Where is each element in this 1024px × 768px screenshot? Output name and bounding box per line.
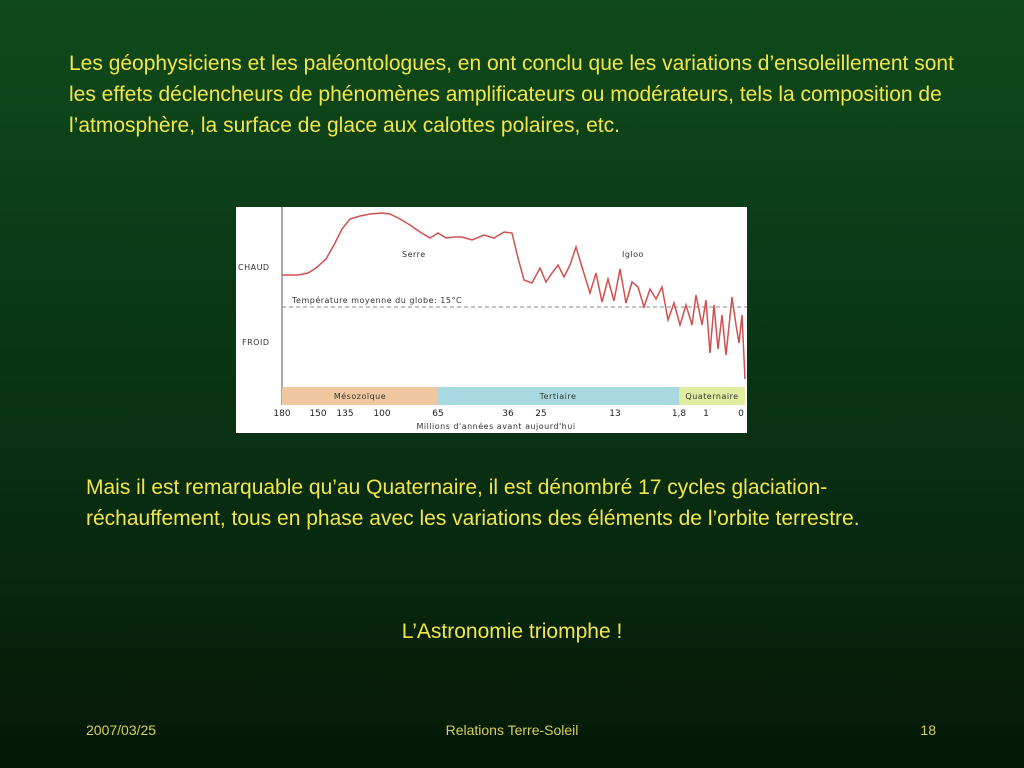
period-quaternary-label: Quaternaire xyxy=(685,392,739,401)
intro-paragraph: Les géophysiciens et les paléontologues, en ont conclu que les variations d’ensoleillement sont les effets déclencheurs de phénomènes amplificateurs ou modérateurs, tels la composition de l’atmosphère, la surface de glace aux calottes polaires, etc. xyxy=(69,52,954,137)
x-tick-label: 13 xyxy=(609,409,621,419)
x-tick-label: 135 xyxy=(336,409,354,419)
chart-svg xyxy=(236,207,747,433)
footer-date: 2007/03/25 xyxy=(86,722,157,738)
period-mesozoic-label: Mésozoïque xyxy=(333,392,387,401)
hot-label: CHAUD xyxy=(238,263,270,272)
footer-title: Relations Terre-Soleil xyxy=(445,722,579,738)
x-tick-label: 65 xyxy=(432,409,444,419)
reference-label: Température moyenne du globe: 15°C xyxy=(292,296,463,305)
footer-page-number: 18 xyxy=(920,722,936,738)
cold-label: FROID xyxy=(242,338,270,347)
x-tick-label: 150 xyxy=(309,409,327,419)
conclusion-text: L’Astronomie triomphe ! xyxy=(401,620,623,643)
x-tick-label: 25 xyxy=(535,409,547,419)
x-axis-title: Millions d'années avant aujourd'hui xyxy=(416,422,576,431)
temperature-history-chart xyxy=(236,207,747,433)
x-tick-label: 180 xyxy=(273,409,291,419)
x-tick-label: 100 xyxy=(373,409,391,419)
period-tertiary-label: Tertiaire xyxy=(539,392,577,401)
quaternary-paragraph: Mais il est remarquable qu’au Quaternaire, il est dénombré 17 cycles glaciation-réchauffement, tous en phase avec les variations des éléments de l’orbite terrestre. xyxy=(86,476,860,530)
x-tick-label: 1,8 xyxy=(671,409,687,419)
greenhouse-label: Serre xyxy=(402,250,426,259)
x-tick-label: 0 xyxy=(738,409,744,419)
x-tick-label: 1 xyxy=(703,409,709,419)
icehouse-label: Igloo xyxy=(622,250,644,259)
x-tick-label: 36 xyxy=(502,409,514,419)
